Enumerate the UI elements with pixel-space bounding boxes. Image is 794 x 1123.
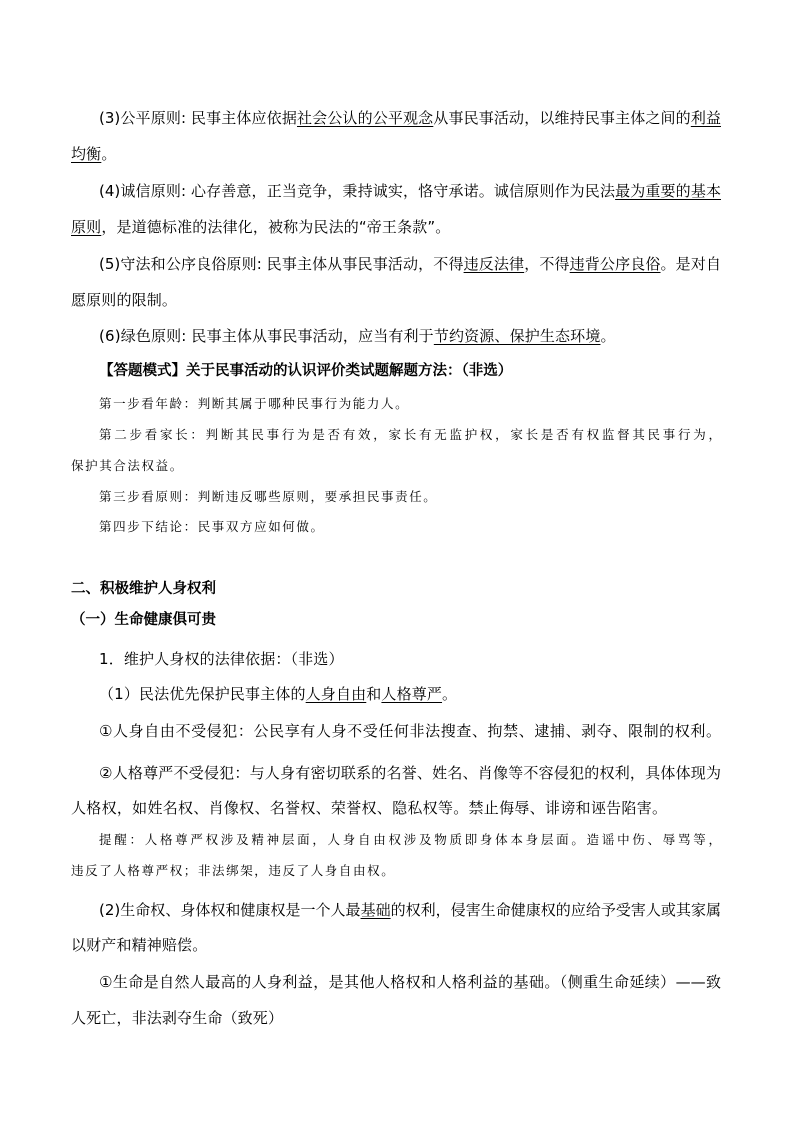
fairness-principle-line-1: (3)公平原则: 民事主体应依据社会公认的公平观念从事民事活动，以维持民事主体之间的利益	[99, 109, 721, 127]
life-rights-line-4: 人死亡，非法剥夺生命（致死）	[71, 1009, 284, 1027]
underlined-term: 人格尊严	[381, 685, 443, 703]
underlined-term: 社会公认的公平观念	[296, 109, 434, 127]
fairness-principle-line-2: 均衡。	[71, 145, 117, 163]
answer-mode-heading: 【答题模式】关于民事活动的认识评价类试题解题方法：（非选）	[99, 363, 513, 379]
answer-step-3: 第三步看原则：判断违反哪些原则，要承担民事责任。	[99, 489, 438, 504]
personal-freedom-line: ①人身自由不受侵犯：公民享有人身不受任何非法搜查、拘禁、逮捕、剥夺、限制的权利。	[99, 722, 721, 740]
legal-basis-heading: 1．维护人身权的法律依据：（非选）	[99, 650, 344, 668]
answer-step-4: 第四步下结论：民事双方应如何做。	[99, 519, 325, 534]
legal-basis-line-1: （1）民法优先保护民事主体的人身自由和人格尊严。	[99, 685, 458, 703]
section-title: 二、积极维护人身权利	[71, 581, 216, 597]
answer-step-2-line-1: 第二步看家长：判断其民事行为是否有效，家长有无监护权，家长是否有权监督其民事行为，	[99, 427, 721, 442]
underlined-term: 违背公序良俗	[569, 255, 661, 273]
life-rights-line-1: (2)生命权、身体权和健康权是一个人最基础的权利，侵害生命健康权的应给予受害人或其家属	[99, 901, 721, 919]
underlined-term: 违反法律	[463, 255, 525, 273]
underlined-term: 人身自由	[305, 685, 367, 703]
life-rights-line-3: ①生命是自然人最高的人身利益，是其他人格权和人格利益的基础。（侧重生命延续）——致	[99, 973, 721, 991]
law-and-public-order-line-1: (5)守法和公序良俗原则: 民事主体从事民事活动，不得违反法律，不得违背公序良俗。是对自	[99, 255, 721, 273]
underlined-term: 原则	[71, 218, 102, 236]
personal-dignity-line-2: 人格权，如姓名权、肖像权、名誉权、荣誉权、隐私权等。禁止侮辱、诽谤和诬告陷害。	[71, 799, 667, 817]
life-rights-line-2: 以财产和精神赔偿。	[71, 936, 208, 954]
section-subtitle: （一）生命健康俱可贵	[71, 612, 216, 628]
underlined-term: 节约资源、保护生态环境	[433, 327, 601, 345]
law-and-public-order-line-2: 愿原则的限制。	[71, 291, 178, 309]
answer-step-1: 第一步看年龄：判断其属于哪种民事行为能力人。	[99, 396, 410, 411]
underlined-term: 利益	[690, 109, 721, 127]
underlined-term: 最为重要的基本	[615, 182, 721, 200]
reminder-line-1: 提醒：人格尊严权涉及精神层面，人身自由权涉及物质即身体本身层面。造谣中伤、辱骂等，	[99, 832, 721, 847]
green-principle-line: (6)绿色原则: 民事主体从事民事活动，应当有利于节约资源、保护生态环境。	[99, 327, 616, 345]
underlined-term: 基础	[360, 901, 391, 919]
underlined-term: 均衡	[71, 145, 102, 163]
good-faith-principle-line-2: 原则，是道德标准的法律化，被称为民法的“帝王条款”。	[71, 218, 451, 236]
answer-step-2-line-2: 保护其合法权益。	[71, 458, 184, 473]
good-faith-principle-line-1: (4)诚信原则: 心存善意，正当竞争，秉持诚实，恪守承诺。诚信原则作为民法最为重要的基本	[99, 182, 721, 200]
reminder-line-2: 违反了人格尊严权；非法绑架，违反了人身自由权。	[71, 863, 396, 878]
personal-dignity-line-1: ②人格尊严不受侵犯：与人身有密切联系的名誉、姓名、肖像等不容侵犯的权利，具体体现为	[99, 764, 721, 782]
